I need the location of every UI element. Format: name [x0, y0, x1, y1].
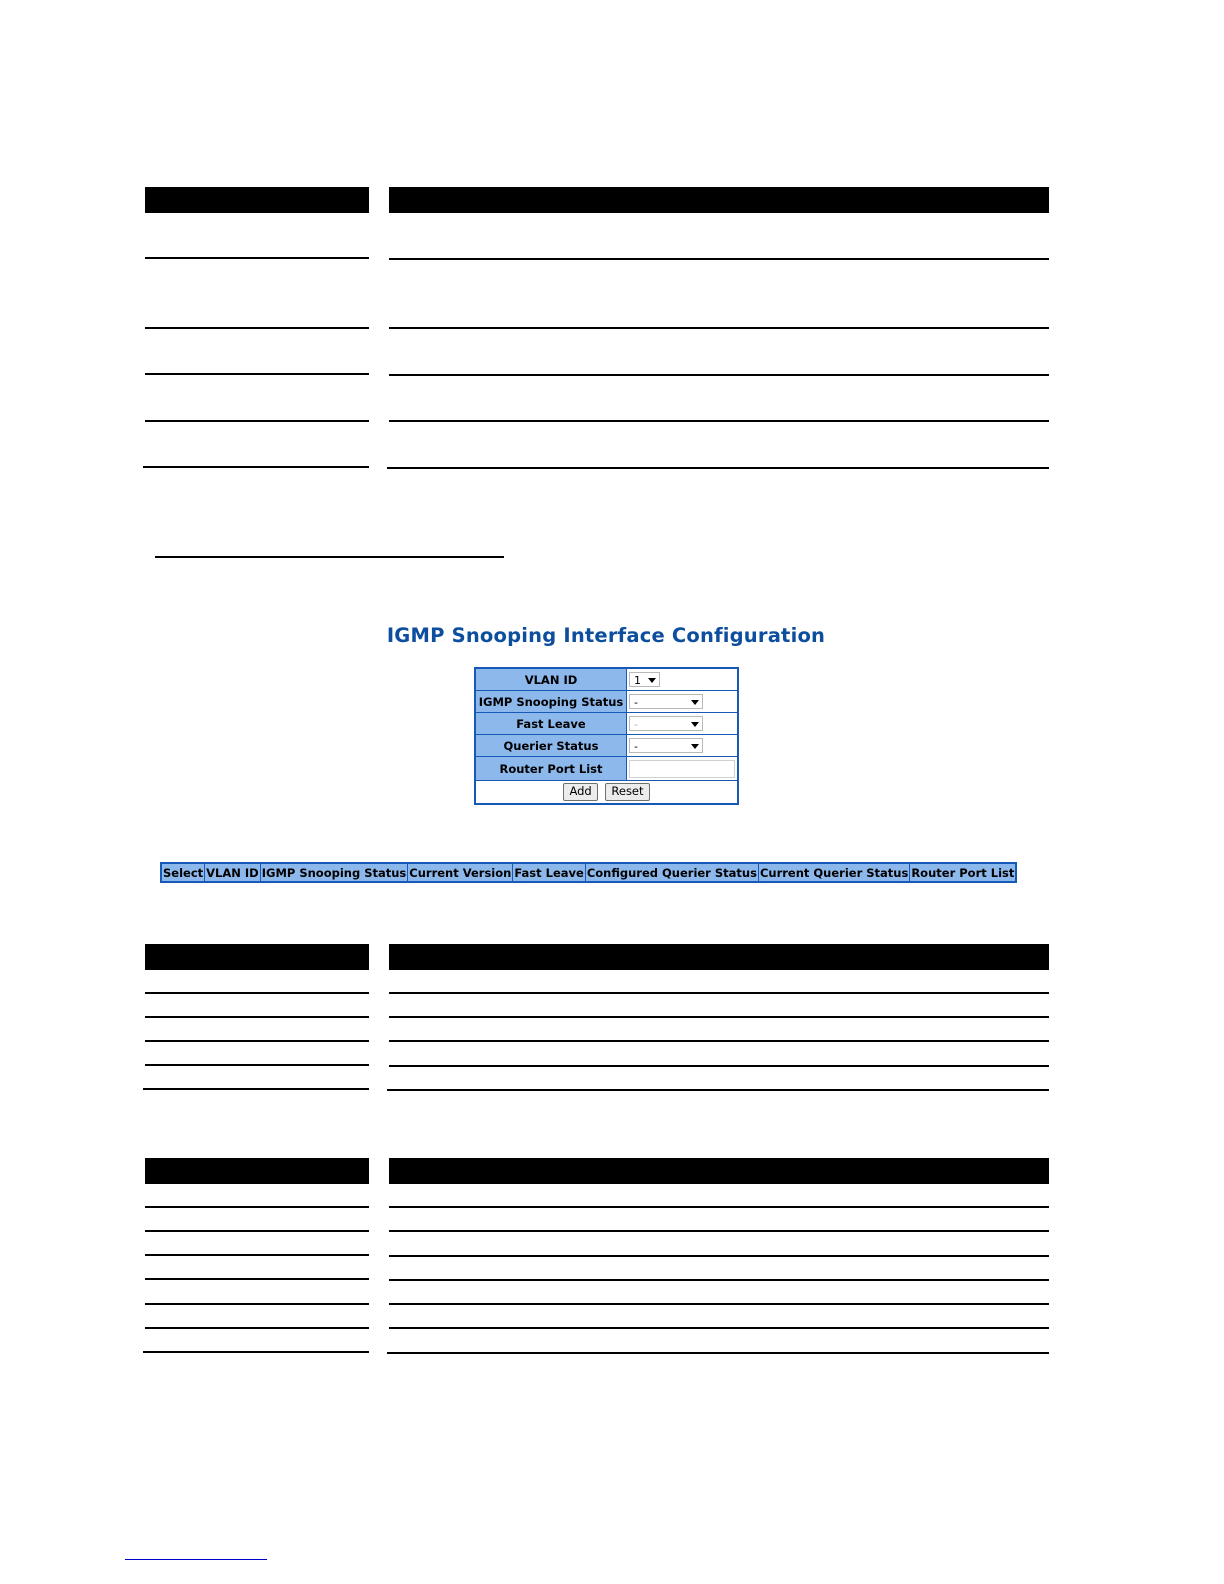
- table1-rule: [389, 258, 1049, 260]
- querier-status-label: Querier Status: [475, 735, 627, 757]
- col-router-port-list: Router Port List: [910, 863, 1017, 882]
- fast-leave-value: -: [634, 718, 638, 731]
- vlan-id-label: VLAN ID: [475, 668, 627, 691]
- section-underline: [155, 556, 504, 558]
- table1-rule: [145, 420, 369, 422]
- table3-rule: [389, 1279, 1049, 1281]
- table2-rule: [145, 1016, 369, 1018]
- reset-button[interactable]: Reset: [605, 783, 649, 801]
- table2-rule: [387, 1089, 1049, 1091]
- chevron-down-icon: [691, 700, 699, 705]
- table3-rule: [389, 1206, 1049, 1208]
- config-form: [474, 667, 739, 805]
- table3-rule: [145, 1230, 369, 1232]
- table1-rule: [145, 373, 369, 375]
- table2-rule: [145, 992, 369, 994]
- col-current-version: Current Version: [408, 863, 513, 882]
- router-port-list-label: Router Port List: [475, 757, 627, 781]
- table1-rule: [387, 467, 1049, 469]
- table2-rule: [389, 1040, 1049, 1042]
- table3-rule: [389, 1327, 1049, 1329]
- table3-rule: [145, 1278, 369, 1280]
- table3-rule: [389, 1303, 1049, 1305]
- table3-rule: [145, 1254, 369, 1256]
- col-vlan-id: VLAN ID: [205, 863, 261, 882]
- col-fast-leave: Fast Leave: [513, 863, 585, 882]
- table3-rule: [145, 1206, 369, 1208]
- table1-header-right: [389, 187, 1049, 213]
- table2-rule: [389, 992, 1049, 994]
- router-port-list-input[interactable]: [629, 760, 735, 778]
- table3-rule: [389, 1230, 1049, 1232]
- table3-header-right: [389, 1158, 1049, 1184]
- col-configured-querier-status: Configured Querier Status: [585, 863, 758, 882]
- table2-rule: [389, 1065, 1049, 1067]
- table1-rule: [389, 374, 1049, 376]
- table3-rule: [145, 1327, 369, 1329]
- table3-rule: [387, 1352, 1049, 1354]
- table2-rule: [143, 1088, 369, 1090]
- table1-header-left: [145, 187, 369, 213]
- table2-header-right: [389, 944, 1049, 970]
- table1-rule: [145, 257, 369, 259]
- vlan-id-value: 1: [634, 674, 641, 687]
- querier-status-select[interactable]: [629, 738, 703, 753]
- col-current-querier-status: Current Querier Status: [758, 863, 909, 882]
- table1-rule: [389, 420, 1049, 422]
- igmp-status-table: [160, 862, 1017, 883]
- col-select: Select: [161, 863, 205, 882]
- table1-rule: [389, 327, 1049, 329]
- table1-rule: [143, 466, 369, 468]
- chevron-down-icon: [648, 678, 656, 683]
- table2-rule: [389, 1016, 1049, 1018]
- table2-rule: [145, 1064, 369, 1066]
- chevron-down-icon: [691, 744, 699, 749]
- table3-rule: [145, 1303, 369, 1305]
- table3-header-left: [145, 1158, 369, 1184]
- table3-rule: [389, 1255, 1049, 1257]
- table2-header-left: [145, 944, 369, 970]
- fast-leave-label: Fast Leave: [475, 713, 627, 735]
- chevron-down-icon: [691, 722, 699, 727]
- igmp-snooping-status-value: -: [634, 696, 638, 709]
- table1-rule: [145, 327, 369, 329]
- add-button[interactable]: Add: [563, 783, 597, 801]
- table2-rule: [145, 1040, 369, 1042]
- footer-link-underline[interactable]: [125, 1559, 267, 1560]
- table3-rule: [143, 1351, 369, 1353]
- page-title: IGMP Snooping Interface Configuration: [386, 624, 826, 647]
- igmp-snooping-status-select[interactable]: [629, 694, 703, 709]
- vlan-id-select[interactable]: [629, 672, 660, 687]
- table-header-row: [161, 863, 1016, 882]
- col-igmp-snooping-status: IGMP Snooping Status: [260, 863, 408, 882]
- igmp-snooping-status-label: IGMP Snooping Status: [475, 691, 627, 713]
- querier-status-value: -: [634, 740, 638, 753]
- fast-leave-select[interactable]: [629, 716, 703, 731]
